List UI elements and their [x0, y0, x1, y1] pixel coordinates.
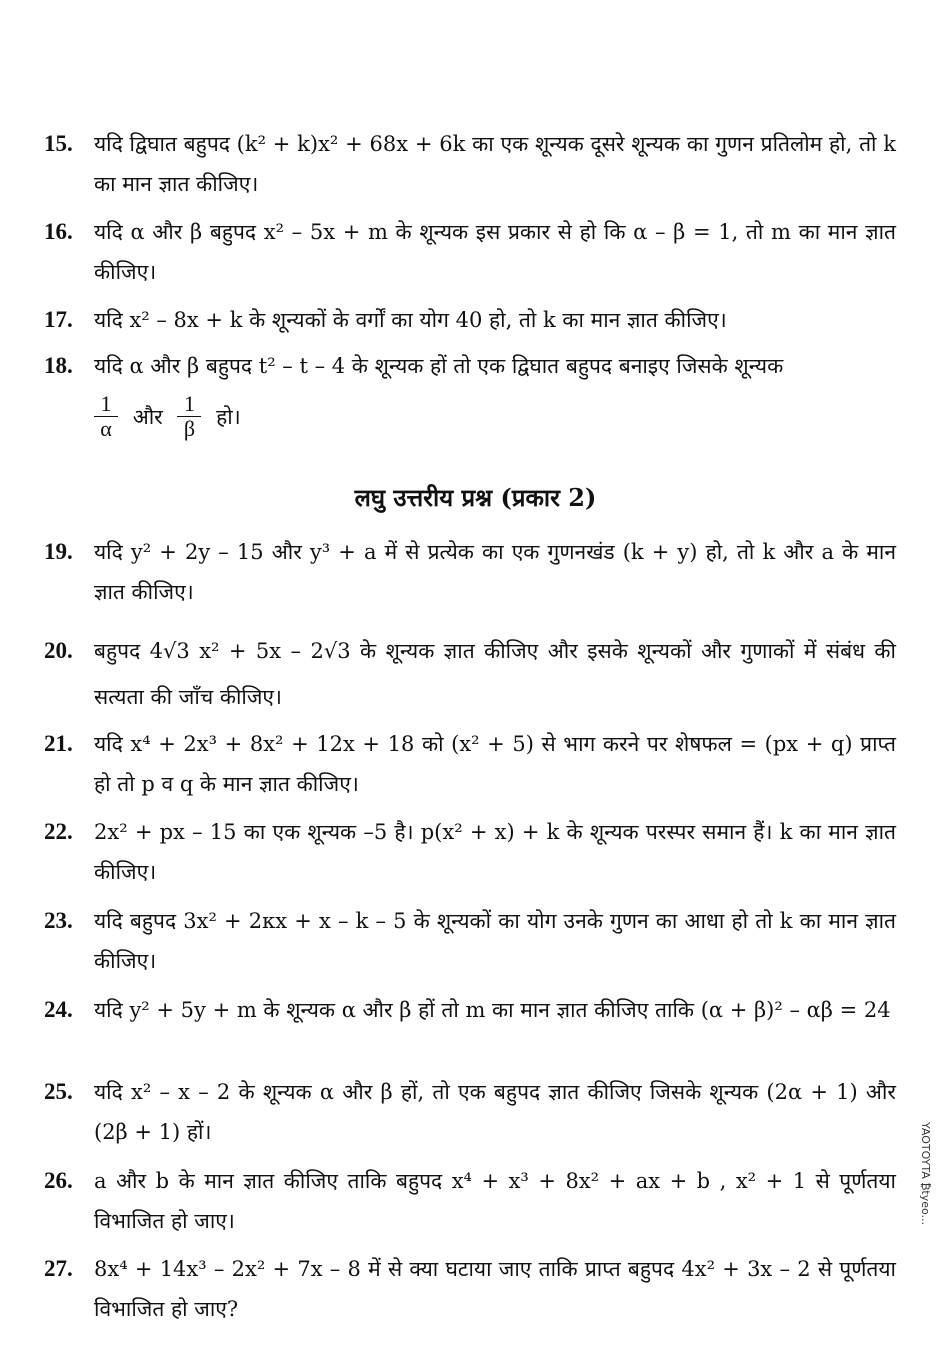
- numerator: 1: [94, 392, 118, 417]
- question-number: 18.: [44, 353, 73, 378]
- question-text: यदि α और β बहुपद x² – 5x + m के शून्यक इस प्रकार से हो कि α – β = 1, तो m का मान ज्ञात कीजिए।: [94, 220, 896, 284]
- question-text: यदि x² – 8x + k के शून्यकों के वर्गों का योग 40 हो, तो k का मान ज्ञात कीजिए।: [94, 308, 727, 332]
- question-number: 17.: [44, 307, 73, 332]
- question-text: 2x² + px – 15 का एक शून्यक –5 है। p(x² + x) + k के शून्यक परस्पर समान हैं। k का मान ज्ञात कीजिए।: [94, 820, 896, 884]
- question-number: 21.: [44, 731, 73, 756]
- side-margin-text: YAOTOYTA ₿tyeo...: [919, 1122, 932, 1225]
- fraction-one-over-beta: [177, 392, 201, 441]
- connector-text: और: [132, 404, 163, 429]
- question-text: यदि y² + 2y – 15 और y³ + a में से प्रत्येक का एक गुणनखंड (k + y) हो, तो k और a के मान ज्ञात कीजिए।: [94, 540, 896, 604]
- question-25: [44, 1072, 896, 1152]
- question-number: 24.: [44, 997, 73, 1022]
- question-number: 27.: [44, 1256, 73, 1281]
- question-number: 23.: [44, 908, 73, 933]
- denominator: β: [183, 416, 196, 441]
- question-22: [44, 812, 896, 892]
- question-23: [44, 901, 896, 981]
- question-text: यदि y² + 5y + m के शून्यक α और β हों तो m का मान ज्ञात कीजिए ताकि (α + β)² – αβ = 24: [94, 998, 891, 1022]
- suffix-text: हो।: [216, 404, 241, 429]
- numerator: 1: [177, 392, 201, 417]
- question-text: बहुपद 4√3 x² + 5x – 2√3 के शून्यक ज्ञात कीजिए और इसके शून्यकों और गुणाकों में संबंध की सत्यता की जाँच कीजिए।: [94, 639, 896, 709]
- question-15: [44, 124, 896, 204]
- question-text: यदि α और β बहुपद t² – t – 4 के शून्यक हों तो एक द्विघात बहुपद बनाइए जिसके शून्यक: [94, 354, 784, 378]
- question-number: 16.: [44, 219, 73, 244]
- question-text: यदि बहुपद 3x² + 2κx + x – k – 5 के शून्यकों का योग उनके गुणन का आधा हो तो k का मान ज्ञात कीजिए।: [94, 909, 896, 973]
- section-heading: लघु उत्तरीय प्रश्न (प्रकार 2): [354, 483, 597, 512]
- question-text: a और b के मान ज्ञात कीजिए ताकि बहुपद x⁴ + x³ + 8x² + ax + b , x² + 1 से पूर्णतया विभाजित हो जाए।: [94, 1169, 896, 1233]
- question-text: 8x⁴ + 14x³ – 2x² + 7x – 8 में से क्या घटाया जाए ताकि प्राप्त बहुपद 4x² + 3x – 2 से पूर्णतया विभाजित हो जाए?: [94, 1257, 896, 1321]
- question-16: [44, 212, 896, 292]
- question-20: [44, 628, 896, 720]
- question-number: 22.: [44, 819, 73, 844]
- question-text: यदि द्विघात बहुपद (k² + k)x² + 68x + 6k का एक शून्यक दूसरे शून्यक का गुणन प्रतिलोम हो, तो k का मान ज्ञात कीजिए।: [94, 132, 896, 196]
- denominator: α: [100, 416, 112, 441]
- question-text: यदि x² – x – 2 के शून्यक α और β हों, तो एक बहुपद ज्ञात कीजिए जिसके शून्यक (2α + 1) और (2β + 1) हों।: [94, 1080, 896, 1144]
- question-number: 25.: [44, 1079, 73, 1104]
- question-text: यदि x⁴ + 2x³ + 8x² + 12x + 18 को (x² + 5) से भाग करने पर शेषफल = (px + q) प्राप्त हो तो p व q के मान ज्ञात कीजिए।: [94, 732, 896, 796]
- question-17: [44, 300, 896, 340]
- question-number: 26.: [44, 1168, 73, 1193]
- question-26: [44, 1161, 896, 1241]
- question-21: [44, 724, 896, 804]
- fraction-one-over-alpha: [94, 392, 118, 441]
- fraction-line: [94, 392, 249, 452]
- question-19: [44, 532, 896, 612]
- question-24: [44, 990, 896, 1030]
- question-number: 19.: [44, 539, 73, 564]
- question-number: 20.: [44, 638, 73, 663]
- question-18: [44, 346, 896, 386]
- question-number: 15.: [44, 131, 73, 156]
- question-27: [44, 1249, 896, 1329]
